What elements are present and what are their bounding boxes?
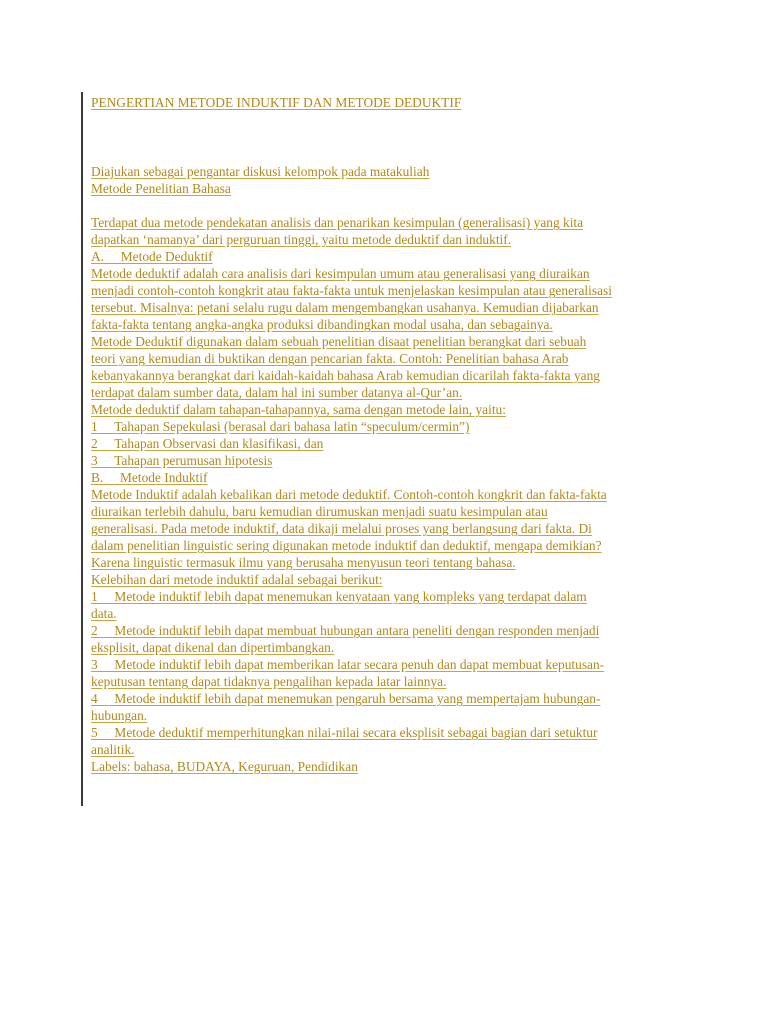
body-line[interactable]: Metode deduktif adalah cara analisis dari kesimpulan umum atau generalisasi yang diuraikan xyxy=(91,266,590,281)
body-line[interactable]: data. xyxy=(91,606,117,621)
body-line[interactable]: generalisasi. Pada metode induktif, data dikaji melalui proses yang berlangsung dari fakta. Di xyxy=(91,521,592,536)
body-line[interactable]: 3 Tahapan perumusan hipotesis xyxy=(91,453,273,468)
margin-rule xyxy=(81,92,83,806)
body-line[interactable]: fakta-fakta tentang angka-angka produksi dibandingkan modal usaha, dan sebagainya. xyxy=(91,317,553,332)
body-line[interactable]: tersebut. Misalnya: petani selalu rugu dalam mengembangkan usahanya. Kemudian dijabarkan xyxy=(91,300,599,315)
body-line[interactable]: teori yang kemudian di buktikan dengan pencarian fakta. Contoh: Penelitian bahasa Arab xyxy=(91,351,569,366)
intro-line[interactable]: Diajukan sebagai pengantar diskusi kelompok pada matakuliah xyxy=(91,164,430,179)
body-line[interactable]: B. Metode Induktif xyxy=(91,470,208,485)
body-line[interactable]: Karena linguistic termasuk ilmu yang berusaha menyusun teori tentang bahasa. xyxy=(91,555,516,570)
body-line[interactable]: 3 Metode induktif lebih dapat memberikan latar secara penuh dan dapat membuat keputusan- xyxy=(91,657,605,672)
body-line[interactable]: Metode deduktif dalam tahapan-tahapannya, sama dengan metode lain, yaitu: xyxy=(91,402,506,417)
body-line[interactable]: Metode Induktif adalah kebalikan dari metode deduktif. Contoh-contoh kongkrit dan fakta-fakta xyxy=(91,487,607,502)
body-line[interactable]: A. Metode Deduktif xyxy=(91,249,213,264)
body-line[interactable]: Metode Deduktif digunakan dalam sebuah penelitian disaat penelitian berangkat dari sebuah xyxy=(91,334,587,349)
body-line[interactable]: 5 Metode deduktif memperhitungkan nilai-nilai secara eksplisit sebagai bagian dari setuktur xyxy=(91,725,598,740)
body-line[interactable]: dapatkan ‘namanya’ dari perguruan tinggi, yaitu metode deduktif dan induktif. xyxy=(91,232,512,247)
body-line[interactable]: terdapat dalam sumber data, dalam hal ini sumber datanya al-Qur’an. xyxy=(91,385,463,400)
document-body xyxy=(91,94,691,775)
body-line[interactable]: kebanyakannya berangkat dari kaidah-kaidah bahasa Arab kemudian dicarilah fakta-fakta yang xyxy=(91,368,600,383)
labels-line[interactable]: Labels: bahasa, BUDAYA, Keguruan, Pendidikan xyxy=(91,759,358,774)
body-line[interactable]: analitik. xyxy=(91,742,135,757)
body-line[interactable]: 2 Tahapan Observasi dan klasifikasi, dan xyxy=(91,436,324,451)
intro-line[interactable]: Metode Penelitian Bahasa xyxy=(91,181,231,196)
body-line[interactable]: keputusan tentang dapat tidaknya pengalihan kepada latar lainnya. xyxy=(91,674,447,689)
body-line[interactable]: dalam penelitian linguistic sering digunakan metode induktif dan deduktif, mengapa demikian? xyxy=(91,538,602,553)
body-line[interactable]: 1 Metode induktif lebih dapat menemukan kenyataan yang kompleks yang terdapat dalam xyxy=(91,589,587,604)
body-line[interactable]: menjadi contoh-contoh kongkrit atau fakta-fakta untuk menjelaskan kesimpulan atau generalisasi xyxy=(91,283,612,298)
body-line[interactable]: Terdapat dua metode pendekatan analisis dan penarikan kesimpulan (generalisasi) yang kita xyxy=(91,215,584,230)
document-title[interactable]: PENGERTIAN METODE INDUKTIF DAN METODE DEDUKTIF xyxy=(91,95,462,110)
body-line[interactable]: 4 Metode induktif lebih dapat menemukan pengaruh bersama yang mempertajam hubungan- xyxy=(91,691,601,706)
body-paragraphs xyxy=(91,214,691,758)
body-line[interactable]: 1 Tahapan Sepekulasi (berasal dari bahasa latin “speculum/cermin”) xyxy=(91,419,470,434)
body-line[interactable]: eksplisit, dapat dikenal dan dipertimbangkan. xyxy=(91,640,335,655)
body-line[interactable]: Kelebihan dari metode induktif adalal sebagai berikut: xyxy=(91,572,383,587)
body-line[interactable]: hubungan. xyxy=(91,708,148,723)
body-line[interactable]: 2 Metode induktif lebih dapat membuat hubungan antara peneliti dengan responden menjadi xyxy=(91,623,600,638)
body-line[interactable]: diuraikan terlebih dahulu, baru kemudian dirumuskan menjadi suatu kesimpulan atau xyxy=(91,504,548,519)
